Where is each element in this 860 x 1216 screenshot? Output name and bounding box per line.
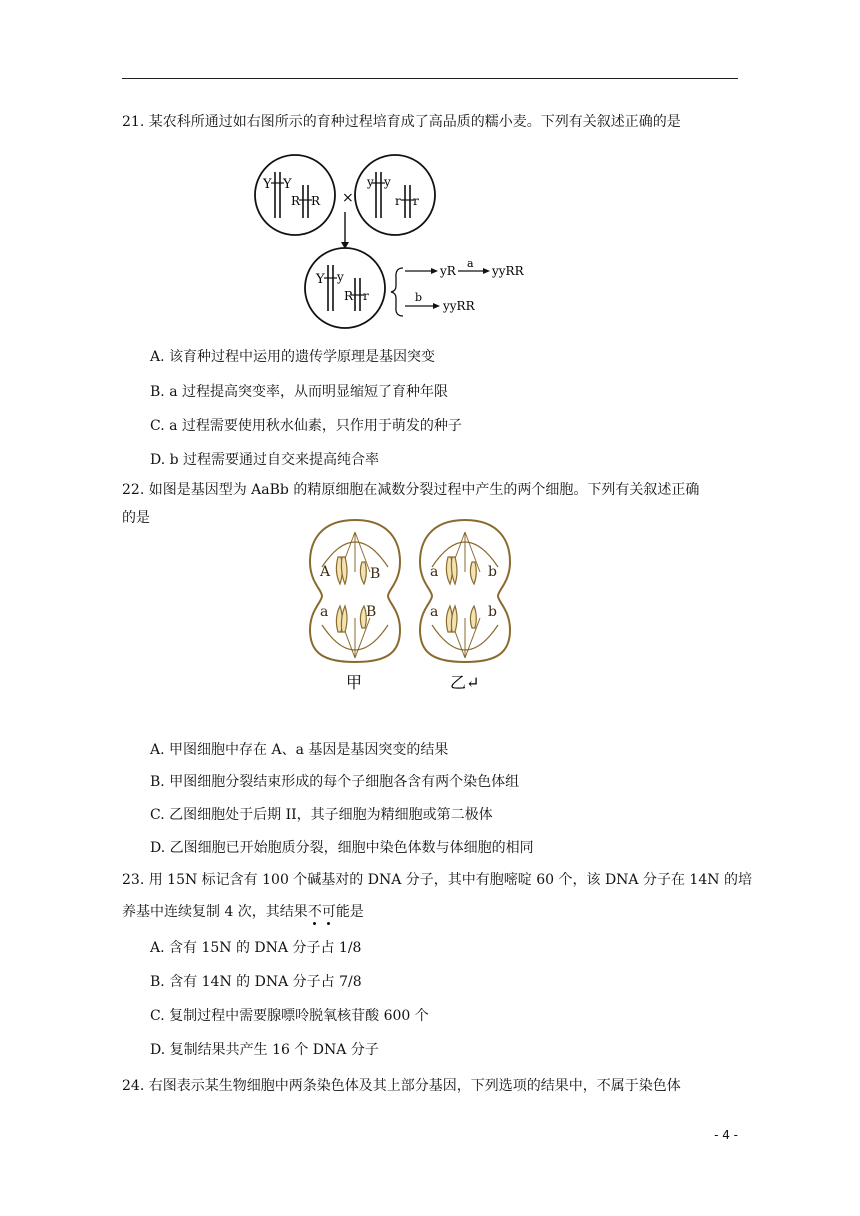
p2-gene-y-left: y — [367, 175, 374, 189]
q21-option-c: C. a 过程需要使用秋水仙素，只作用于萌发的种子 — [150, 418, 462, 434]
f1-gene-y: y — [337, 270, 344, 284]
p2-gene-r-left: r — [395, 194, 401, 208]
q22-option-c: C. 乙图细胞处于后期 II，其子细胞为精细胞或第二极体 — [150, 807, 493, 823]
gamete-yR: yR — [440, 264, 456, 278]
q23-stem-post: 能是 — [335, 904, 364, 920]
p2-gene-r-right: r — [413, 194, 419, 208]
cell-yi — [420, 520, 510, 662]
result-b: yyRR — [443, 299, 475, 313]
cell-yi-label-a-top: a — [430, 564, 439, 580]
q22-meiosis-diagram — [300, 512, 520, 702]
cell-yi-label-b-top: b — [488, 564, 497, 580]
q23-emphasis-bu: 不 — [307, 904, 322, 920]
q21-breeding-diagram — [245, 150, 545, 330]
q21-stem: 21. 某农科所通过如右图所示的育种过程培育成了高品质的糯小麦。下列有关叙述正确的是 — [122, 114, 681, 130]
step-b-label: b — [415, 291, 423, 304]
q23-emphasis-ke: 可 — [321, 904, 336, 920]
q22-option-d: D. 乙图细胞已开始胞质分裂，细胞中染色体数与体细胞的相同 — [150, 840, 534, 856]
q23-stem-pre: 养基中连续复制 4 次，其结果 — [122, 904, 308, 920]
p1-gene-Y-left: Y — [263, 177, 272, 192]
f1-gene-r: r — [363, 289, 369, 303]
cell-jia-label-A: A — [320, 564, 331, 580]
p2-gene-y-right: y — [384, 175, 391, 189]
q23-option-c: C. 复制过程中需要腺嘌呤脱氧核苷酸 600 个 — [150, 1008, 429, 1024]
f1-gene-R: R — [344, 289, 354, 303]
cell-jia — [310, 520, 400, 662]
cell-jia-label-B-bottom: B — [366, 604, 377, 620]
p1-gene-Y-right: Y — [283, 177, 292, 192]
caption-jia: 甲 — [346, 673, 363, 692]
step-a-label: a — [467, 257, 474, 270]
q22-stem-line2: 的是 — [122, 510, 150, 526]
cell-jia-label-a: a — [320, 604, 329, 620]
caption-yi: 乙↵ — [450, 673, 480, 692]
q23-option-a: A. 含有 15N 的 DNA 分子占 1/8 — [150, 940, 362, 956]
q23-stem-line1: 23. 用 15N 标记含有 100 个碱基对的 DNA 分子，其中有胞嘧啶 60 个，该 DNA 分子在 14N 的培 — [122, 872, 752, 888]
cross-symbol: × — [342, 190, 354, 206]
q22-option-b: B. 甲图细胞分裂结束形成的每个子细胞各含有两个染色体组 — [150, 774, 520, 790]
f1-gene-Y: Y — [316, 272, 325, 287]
q23-option-b: B. 含有 14N 的 DNA 分子占 7/8 — [150, 974, 362, 990]
q22-stem-line1: 22. 如图是基因型为 AaBb 的精原细胞在减数分裂过程中产生的两个细胞。下列有关叙述正确 — [122, 482, 700, 498]
cell-jia-label-B-top: B — [370, 566, 381, 582]
q21-option-a: A. 该育种过程中运用的遗传学原理是基因突变 — [150, 349, 436, 365]
q21-option-b: B. a 过程提高突变率，从而明显缩短了育种年限 — [150, 384, 448, 400]
page-number: - 4 - — [714, 1128, 738, 1142]
q21-option-d: D. b 过程需要通过自交来提高纯合率 — [150, 452, 380, 468]
q24-stem: 24. 右图表示某生物细胞中两条染色体及其上部分基因，下列选项的结果中，不属于染色体 — [122, 1078, 681, 1094]
cell-yi-label-a-bottom: a — [430, 604, 439, 620]
p1-gene-R-left: R — [291, 194, 301, 208]
q23-option-d: D. 复制结果共产生 16 个 DNA 分子 — [150, 1042, 379, 1058]
cell-yi-label-b-bottom: b — [488, 604, 497, 620]
result-a: yyRR — [492, 264, 524, 278]
q23-stem-line2 — [122, 902, 364, 922]
q22-option-a: A. 甲图细胞中存在 A、a 基因是基因突变的结果 — [150, 742, 449, 758]
header-rule — [122, 78, 738, 79]
p1-gene-R-right: R — [311, 194, 321, 208]
